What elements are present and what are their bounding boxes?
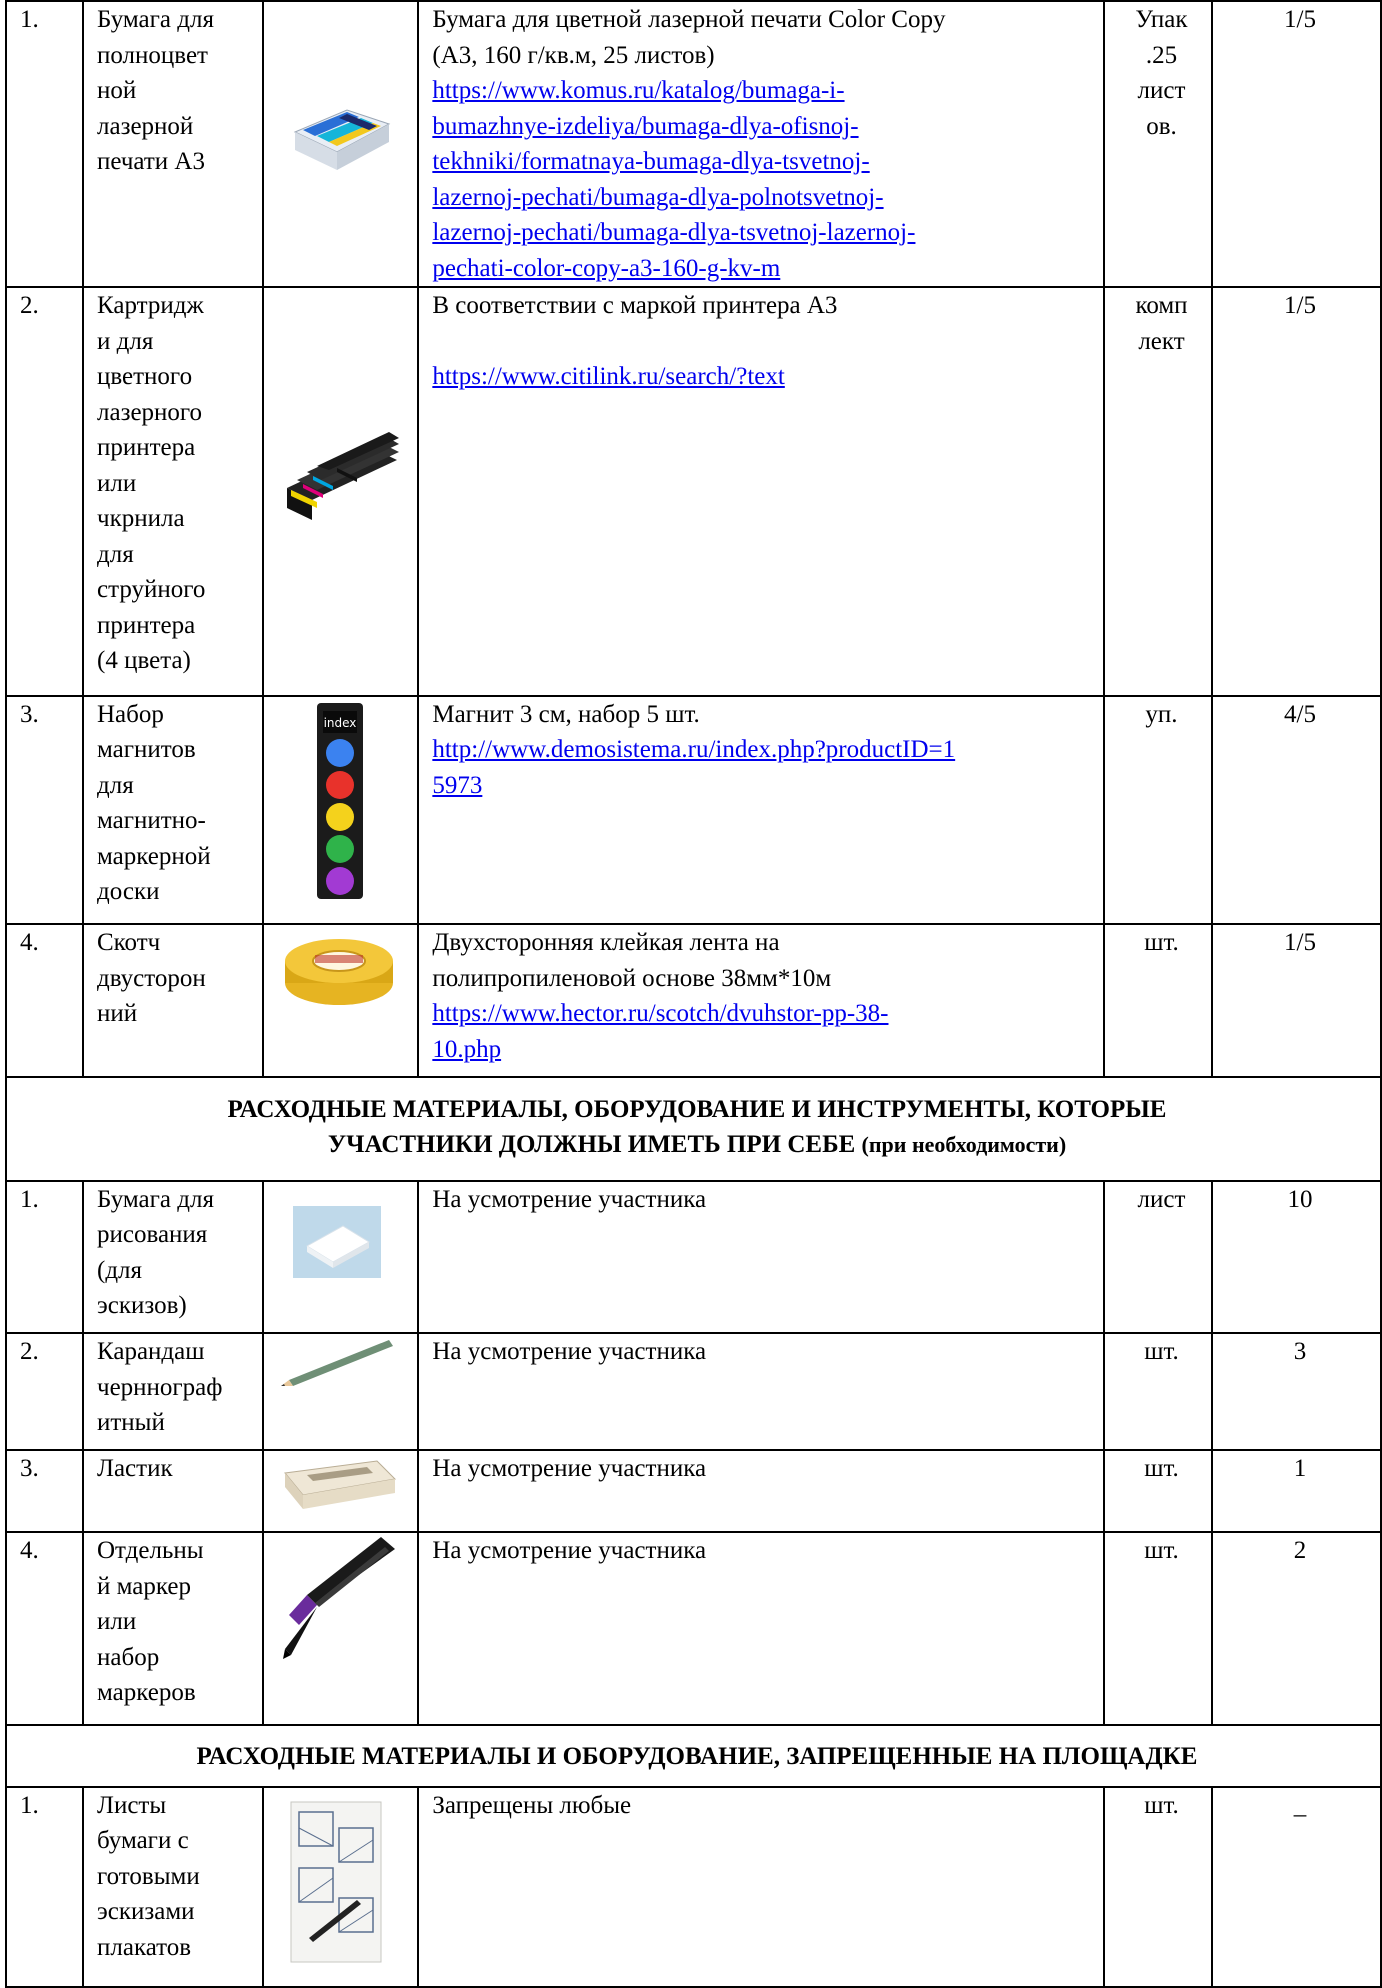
row-number: 1. bbox=[6, 1787, 83, 1988]
magnets-set-icon bbox=[277, 697, 399, 913]
product-link[interactable]: 10.php bbox=[432, 1035, 502, 1063]
item-description: В соответствии с маркой принтера А3 https://www.citilink.ru/search/?text bbox=[418, 287, 1104, 696]
item-name: Отдельны й маркер или набор маркеров bbox=[83, 1532, 263, 1725]
item-image-cell bbox=[263, 1333, 418, 1450]
quantity-cell: 2 bbox=[1212, 1532, 1381, 1725]
svg-text:index: index bbox=[323, 715, 357, 730]
item-image-cell bbox=[263, 1, 418, 287]
item-description: Магнит 3 см, набор 5 шт. http://www.demosistema.ru/index.php?productID=1 5973 bbox=[418, 696, 1104, 925]
item-name: Листы бумаги с готовыми эскизами плакатов bbox=[83, 1787, 263, 1988]
product-link[interactable]: lazernoj-pechati/bumaga-dlya-polnotsvetnoj- bbox=[432, 183, 884, 211]
unit-cell: комп лект bbox=[1104, 287, 1212, 696]
item-description: Бумага для цветной лазерной печати Color Copy (А3, 160 г/кв.м, 25 листов) https://www.komus.ru/katalog/bumaga-i- bumazhnye-izdeliya/bumaga-dlya-ofisnoj- tekhniki/formatnaya-bumaga-dlya-tsvetnoj- lazernoj-pechati/bumaga-dlya-polnotsvetnoj- lazernoj-pechati/bumaga-dlya-tsvetnoj-lazernoj- pechati-color-copy-a3-160-g-kv-m bbox=[418, 1, 1104, 287]
table-row bbox=[6, 1333, 1381, 1450]
table-row bbox=[6, 1450, 1381, 1533]
product-link[interactable]: https://www.hector.ru/scotch/dvuhstor-pp-38- bbox=[432, 1000, 889, 1027]
unit-cell: шт. bbox=[1104, 1333, 1212, 1450]
unit-cell: шт. bbox=[1104, 1532, 1212, 1725]
quantity-cell: _ bbox=[1212, 1787, 1381, 1988]
item-name: Ластик bbox=[83, 1450, 263, 1533]
row-number: 4. bbox=[6, 1532, 83, 1725]
item-image-cell bbox=[263, 287, 418, 696]
toner-cartridges-icon bbox=[277, 288, 399, 684]
row-number: 2. bbox=[6, 1333, 83, 1450]
unit-cell: лист bbox=[1104, 1181, 1212, 1334]
row-number: 3. bbox=[6, 696, 83, 925]
quantity-cell: 1/5 bbox=[1212, 287, 1381, 696]
unit-cell: шт. bbox=[1104, 1787, 1212, 1988]
section-header-row bbox=[6, 1725, 1381, 1787]
product-link[interactable]: https://www.komus.ru/katalog/bumaga-i- bbox=[432, 77, 845, 104]
item-name: Набор магнитов для магнитно- маркерной доски bbox=[83, 696, 263, 925]
section-title: РАСХОДНЫЕ МАТЕРИАЛЫ И ОБОРУДОВАНИЕ, ЗАПРЕЩЕННЫЕ НА ПЛОЩАДКЕ bbox=[6, 1725, 1381, 1787]
quantity-cell: 1/5 bbox=[1212, 924, 1381, 1077]
item-description: Двухсторонняя клейкая лента на полипропиленовой основе 38мм*10м https://www.hector.ru/scotch/dvuhstor-pp-38- 10.php bbox=[418, 924, 1104, 1077]
item-name: Бумага для рисования (для эскизов) bbox=[83, 1181, 263, 1334]
table-row bbox=[6, 1, 1381, 287]
item-image-cell bbox=[263, 1181, 418, 1334]
marker-icon bbox=[277, 1533, 399, 1713]
item-name: Карандаш черннограф итный bbox=[83, 1333, 263, 1450]
section-title: РАСХОДНЫЕ МАТЕРИАЛЫ, ОБОРУДОВАНИЕ И ИНСТРУМЕНТЫ, КОТОРЫЕ УЧАСТНИКИ ДОЛЖНЫ ИМЕТЬ ПРИ СЕБЕ (при необходимости) bbox=[6, 1077, 1381, 1181]
unit-cell: шт. bbox=[1104, 1450, 1212, 1533]
tape-roll-icon bbox=[277, 925, 399, 1065]
item-image-cell bbox=[263, 696, 418, 925]
sketches-photo-icon bbox=[277, 1788, 399, 1976]
item-image-cell bbox=[263, 1450, 418, 1533]
eraser-icon bbox=[277, 1451, 399, 1521]
quantity-cell: 1/5 bbox=[1212, 1, 1381, 287]
item-name: Скотч двусторон ний bbox=[83, 924, 263, 1077]
item-description: На усмотрение участника bbox=[418, 1450, 1104, 1533]
unit-cell: Упак .25 лист ов. bbox=[1104, 1, 1212, 287]
unit-cell: уп. bbox=[1104, 696, 1212, 925]
pencil-icon bbox=[277, 1334, 399, 1438]
unit-cell: шт. bbox=[1104, 924, 1212, 1077]
item-image-cell bbox=[263, 1787, 418, 1988]
paper-ream-icon bbox=[277, 2, 399, 202]
section-header-row bbox=[6, 1077, 1381, 1181]
item-description: На усмотрение участника bbox=[418, 1333, 1104, 1450]
product-link[interactable]: bumazhnye-izdeliya/bumaga-dlya-ofisnoj- bbox=[432, 112, 859, 140]
table-row bbox=[6, 1181, 1381, 1334]
row-number: 4. bbox=[6, 924, 83, 1077]
table-row bbox=[6, 696, 1381, 925]
item-image-cell bbox=[263, 924, 418, 1077]
product-link[interactable]: 5973 bbox=[432, 771, 483, 799]
item-image-cell bbox=[263, 1532, 418, 1725]
table-row bbox=[6, 1787, 1381, 1988]
product-link[interactable]: tekhniki/formatnaya-bumaga-dlya-tsvetnoj- bbox=[432, 148, 870, 175]
product-link[interactable]: https://www.citilink.ru/search/?text bbox=[432, 363, 785, 390]
product-link[interactable]: pechati-color-copy-a3-160-g-kv-m bbox=[432, 254, 781, 282]
quantity-cell: 3 bbox=[1212, 1333, 1381, 1450]
item-name: Картридж и для цветного лазерного принтера или чкрнила для струйного принтера (4 цвета) bbox=[83, 287, 263, 696]
item-description: Запрещены любые bbox=[418, 1787, 1104, 1988]
row-number: 3. bbox=[6, 1450, 83, 1533]
sketch-paper-icon bbox=[277, 1182, 399, 1322]
item-description: На усмотрение участника bbox=[418, 1532, 1104, 1725]
item-name: Бумага для полноцвет ной лазерной печати А3 bbox=[83, 1, 263, 287]
item-description: На усмотрение участника bbox=[418, 1181, 1104, 1334]
row-number: 1. bbox=[6, 1, 83, 287]
row-number: 2. bbox=[6, 287, 83, 696]
quantity-cell: 4/5 bbox=[1212, 696, 1381, 925]
table-row bbox=[6, 924, 1381, 1077]
quantity-cell: 1 bbox=[1212, 1450, 1381, 1533]
table-row bbox=[6, 287, 1381, 696]
product-link[interactable]: http://www.demosistema.ru/index.php?productID=1 bbox=[432, 736, 956, 763]
materials-table bbox=[5, 0, 1382, 1988]
table-row bbox=[6, 1532, 1381, 1725]
product-link[interactable]: lazernoj-pechati/bumaga-dlya-tsvetnoj-lazernoj- bbox=[432, 219, 916, 246]
row-number: 1. bbox=[6, 1181, 83, 1334]
quantity-cell: 10 bbox=[1212, 1181, 1381, 1334]
